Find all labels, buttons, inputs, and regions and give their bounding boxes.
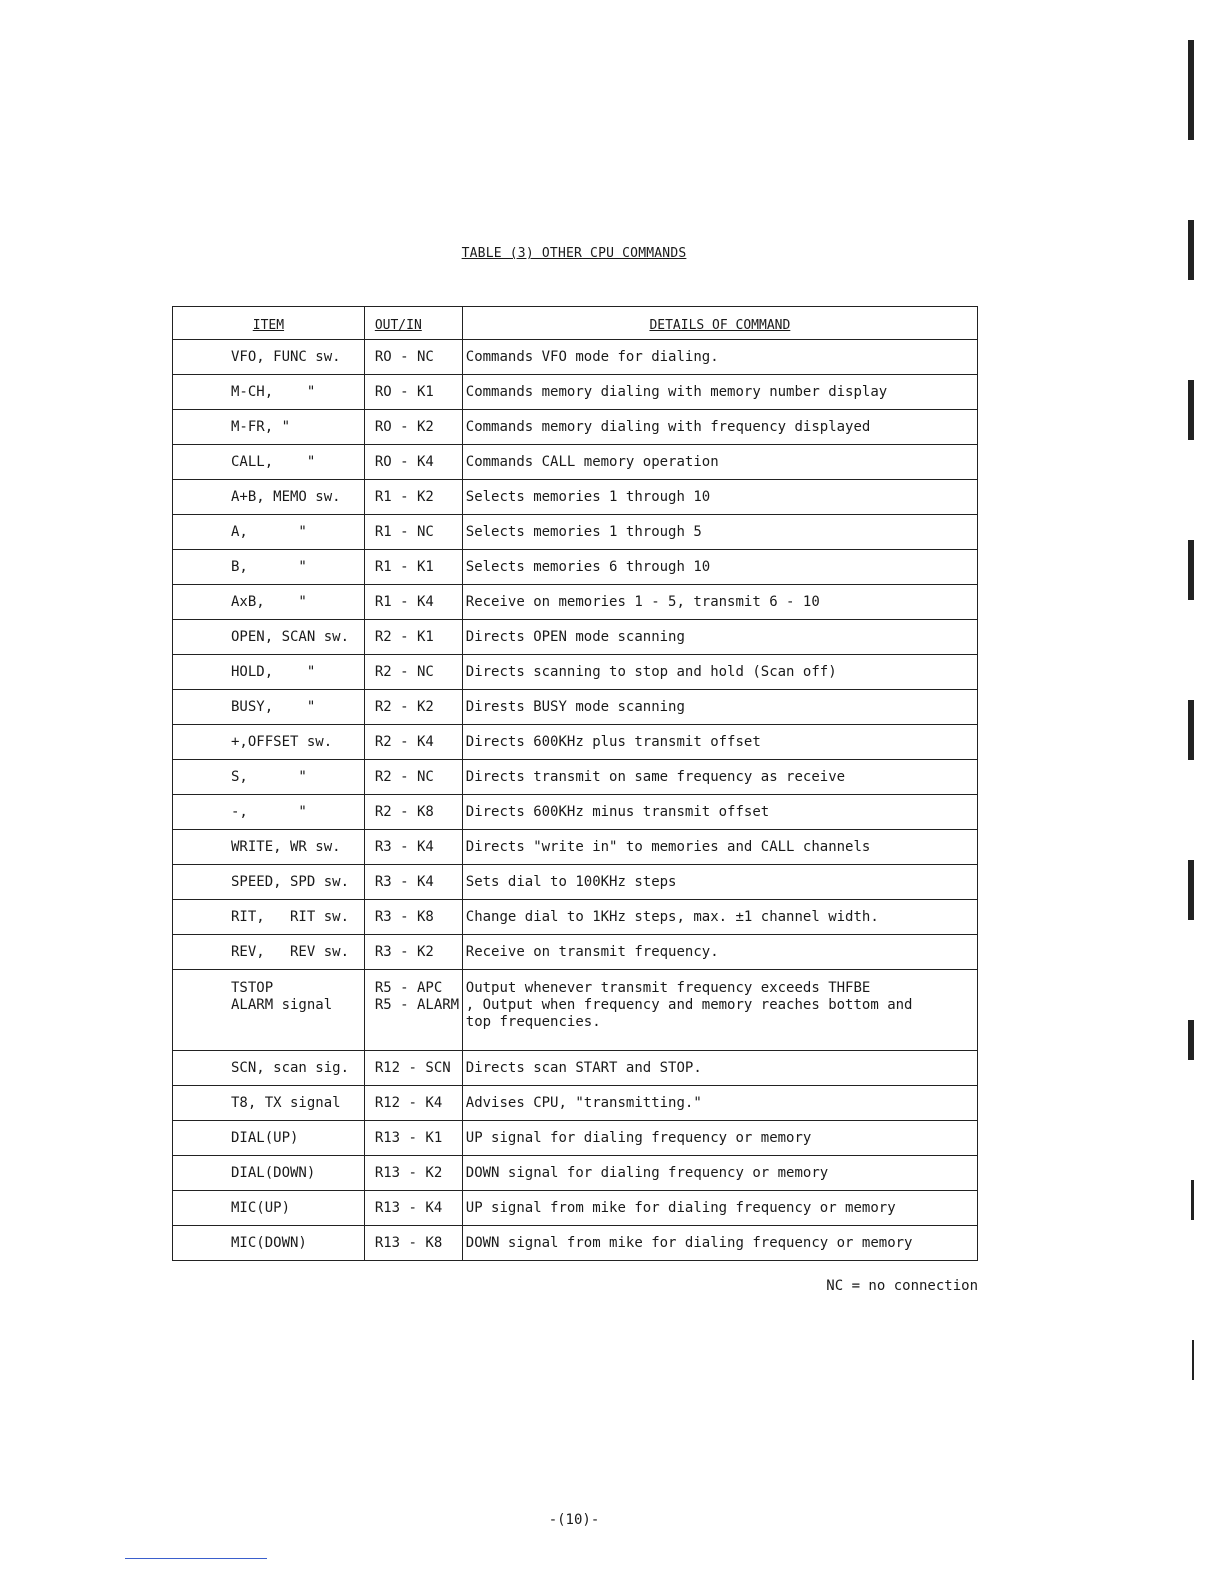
item-cell: S, " bbox=[173, 760, 365, 795]
details-cell: DOWN signal for dialing frequency or memory bbox=[462, 1156, 977, 1191]
outin-cell: RO - K4 bbox=[364, 445, 462, 480]
table-row bbox=[173, 795, 978, 830]
outin-cell: R2 - NC bbox=[364, 760, 462, 795]
table-row bbox=[173, 445, 978, 480]
outin-cell: R1 - K2 bbox=[364, 480, 462, 515]
table-row bbox=[173, 1051, 978, 1086]
binding-edge-mark bbox=[1188, 860, 1194, 920]
details-cell: Receive on transmit frequency. bbox=[462, 935, 977, 970]
details-cell: Dirests BUSY mode scanning bbox=[462, 690, 977, 725]
details-cell: Directs "write in" to memories and CALL channels bbox=[462, 830, 977, 865]
details-cell: Change dial to 1KHz steps, max. ±1 channel width. bbox=[462, 900, 977, 935]
outin-cell: R3 - K4 bbox=[364, 830, 462, 865]
outin-cell: R1 - K4 bbox=[364, 585, 462, 620]
outin-cell: R13 - K4 bbox=[364, 1191, 462, 1226]
table-row bbox=[173, 900, 978, 935]
item-cell: OPEN, SCAN sw. bbox=[173, 620, 365, 655]
binding-edge-mark bbox=[1191, 1180, 1194, 1220]
item-cell: A+B, MEMO sw. bbox=[173, 480, 365, 515]
binding-edge-mark bbox=[1188, 380, 1194, 440]
outin-cell: R3 - K8 bbox=[364, 900, 462, 935]
details-cell: Directs 600KHz plus transmit offset bbox=[462, 725, 977, 760]
outin-cell: R2 - K1 bbox=[364, 620, 462, 655]
item-cell: M-CH, " bbox=[173, 375, 365, 410]
table-row bbox=[173, 655, 978, 690]
outin-cell: R2 - K2 bbox=[364, 690, 462, 725]
table-row bbox=[173, 550, 978, 585]
item-cell: RIT, RIT sw. bbox=[173, 900, 365, 935]
item-cell: CALL, " bbox=[173, 445, 365, 480]
details-cell: Directs transmit on same frequency as receive bbox=[462, 760, 977, 795]
details-cell: Receive on memories 1 - 5, transmit 6 - 10 bbox=[462, 585, 977, 620]
outin-cell: R12 - SCN bbox=[364, 1051, 462, 1086]
outin-cell: R2 - NC bbox=[364, 655, 462, 690]
details-cell: Output whenever transmit frequency exceeds THFBE , Output when frequency and memory reaches bottom and top frequencies. bbox=[462, 970, 977, 1051]
outin-cell: R1 - NC bbox=[364, 515, 462, 550]
outin-cell: R2 - K4 bbox=[364, 725, 462, 760]
table-row bbox=[173, 865, 978, 900]
table-row bbox=[173, 480, 978, 515]
details-cell: UP signal from mike for dialing frequency or memory bbox=[462, 1191, 977, 1226]
item-cell: TSTOP ALARM signal bbox=[173, 970, 365, 1051]
item-cell: HOLD, " bbox=[173, 655, 365, 690]
binding-edge-mark bbox=[1188, 540, 1194, 600]
item-cell: SPEED, SPD sw. bbox=[173, 865, 365, 900]
footnote-nc: NC = no connection bbox=[826, 1278, 978, 1294]
details-cell: Sets dial to 100KHz steps bbox=[462, 865, 977, 900]
table-row bbox=[173, 585, 978, 620]
item-cell: A, " bbox=[173, 515, 365, 550]
table-header-row bbox=[173, 307, 978, 340]
outin-cell: R3 - K2 bbox=[364, 935, 462, 970]
outin-cell: R13 - K8 bbox=[364, 1226, 462, 1261]
binding-edge-mark bbox=[1188, 40, 1194, 140]
binding-edge-mark bbox=[1188, 220, 1194, 280]
item-cell: T8, TX signal bbox=[173, 1086, 365, 1121]
details-cell: Directs 600KHz minus transmit offset bbox=[462, 795, 977, 830]
table-row bbox=[173, 970, 978, 1051]
outin-cell: R13 - K1 bbox=[364, 1121, 462, 1156]
item-cell: MIC(DOWN) bbox=[173, 1226, 365, 1261]
page-number: -(10)- bbox=[548, 1512, 600, 1528]
details-cell: Directs scan START and STOP. bbox=[462, 1051, 977, 1086]
item-cell: BUSY, " bbox=[173, 690, 365, 725]
table-row bbox=[173, 1191, 978, 1226]
table-row bbox=[173, 725, 978, 760]
table-title: TABLE (3) OTHER CPU COMMANDS bbox=[461, 246, 687, 261]
details-cell: Advises CPU, "transmitting." bbox=[462, 1086, 977, 1121]
header-outin: OUT/IN bbox=[364, 307, 462, 340]
details-cell: Commands VFO mode for dialing. bbox=[462, 340, 977, 375]
outin-cell: RO - K1 bbox=[364, 375, 462, 410]
item-cell: MIC(UP) bbox=[173, 1191, 365, 1226]
item-cell: DIAL(UP) bbox=[173, 1121, 365, 1156]
outin-cell: RO - K2 bbox=[364, 410, 462, 445]
details-cell: Commands memory dialing with frequency displayed bbox=[462, 410, 977, 445]
header-item: ITEM bbox=[173, 307, 365, 340]
table-row bbox=[173, 375, 978, 410]
binding-edge-mark bbox=[1192, 1340, 1194, 1380]
header-details: DETAILS OF COMMAND bbox=[462, 307, 977, 340]
table-row bbox=[173, 410, 978, 445]
table-row bbox=[173, 340, 978, 375]
table-row bbox=[173, 1121, 978, 1156]
outin-cell: R12 - K4 bbox=[364, 1086, 462, 1121]
outin-cell: R13 - K2 bbox=[364, 1156, 462, 1191]
details-cell: Directs OPEN mode scanning bbox=[462, 620, 977, 655]
table-row bbox=[173, 620, 978, 655]
binding-edge-mark bbox=[1188, 1020, 1194, 1060]
item-cell: WRITE, WR sw. bbox=[173, 830, 365, 865]
outin-cell: R5 - APC R5 - ALARM bbox=[364, 970, 462, 1051]
item-cell: +,OFFSET sw. bbox=[173, 725, 365, 760]
details-cell: DOWN signal from mike for dialing frequency or memory bbox=[462, 1226, 977, 1261]
table-row bbox=[173, 1086, 978, 1121]
details-cell: Commands CALL memory operation bbox=[462, 445, 977, 480]
item-cell: -, " bbox=[173, 795, 365, 830]
details-cell: Selects memories 1 through 5 bbox=[462, 515, 977, 550]
details-cell: Selects memories 6 through 10 bbox=[462, 550, 977, 585]
outin-cell: R3 - K4 bbox=[364, 865, 462, 900]
outin-cell: R2 - K8 bbox=[364, 795, 462, 830]
details-cell: Selects memories 1 through 10 bbox=[462, 480, 977, 515]
item-cell: DIAL(DOWN) bbox=[173, 1156, 365, 1191]
item-cell: SCN, scan sig. bbox=[173, 1051, 365, 1086]
item-cell: M-FR, " bbox=[173, 410, 365, 445]
details-cell: Commands memory dialing with memory number display bbox=[462, 375, 977, 410]
cpu-commands-table bbox=[172, 306, 978, 1261]
table-row bbox=[173, 1156, 978, 1191]
item-cell: VFO, FUNC sw. bbox=[173, 340, 365, 375]
outin-cell: RO - NC bbox=[364, 340, 462, 375]
table-row bbox=[173, 515, 978, 550]
details-cell: Directs scanning to stop and hold (Scan off) bbox=[462, 655, 977, 690]
table-row bbox=[173, 830, 978, 865]
item-cell: AxB, " bbox=[173, 585, 365, 620]
outin-cell: R1 - K1 bbox=[364, 550, 462, 585]
item-cell: B, " bbox=[173, 550, 365, 585]
table-row bbox=[173, 1226, 978, 1261]
item-cell: REV, REV sw. bbox=[173, 935, 365, 970]
table-row bbox=[173, 935, 978, 970]
table-row bbox=[173, 760, 978, 795]
binding-edge-mark bbox=[1188, 700, 1194, 760]
table-row bbox=[173, 690, 978, 725]
footer-rule bbox=[125, 1558, 267, 1559]
details-cell: UP signal for dialing frequency or memory bbox=[462, 1121, 977, 1156]
